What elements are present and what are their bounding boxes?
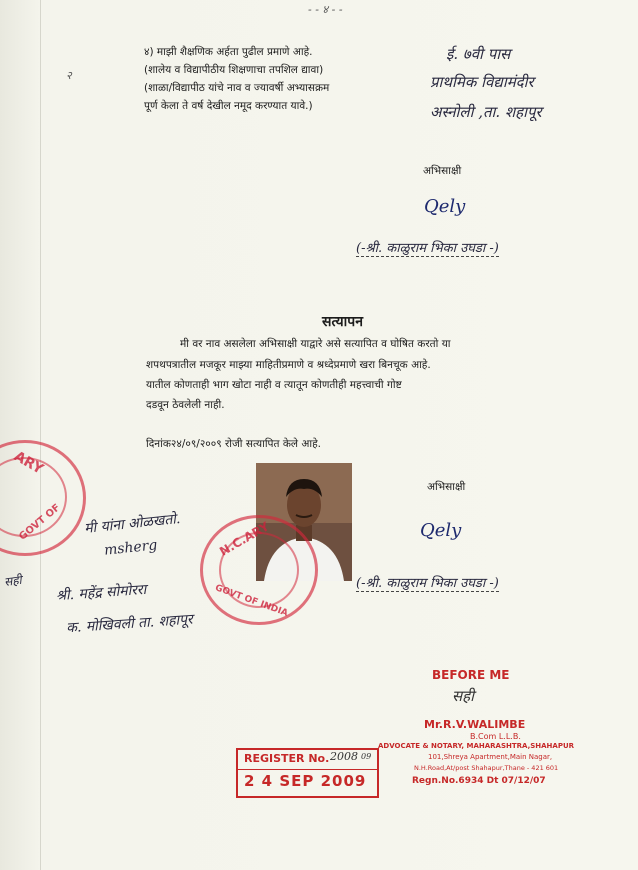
register-suffix: 09 (361, 752, 372, 761)
register-divider (238, 769, 377, 770)
identifier-name: श्री. महेंद्र सोमोररा (55, 581, 147, 605)
register-stamp (236, 748, 379, 798)
register-number: 2008 (330, 750, 358, 763)
verification-line-1: मी वर नाव असलेला अभिसाक्षी याद्वारे असे सत्यापित व घोषित करतो या (180, 338, 451, 350)
notary-address-1: 101,Shreya Apartment,Main Nagar, (428, 753, 553, 761)
margin-mark: २ (66, 69, 72, 82)
education-handwritten-3: अस्नोली ,ता. शहापूर (430, 103, 542, 121)
register-date: 2 4 SEP 2009 (244, 772, 367, 790)
page-top-mark: - - ४ - - (308, 3, 343, 16)
notary-name: Mr.R.V.WALIMBE (424, 718, 526, 731)
deponent-label-1: अभिसाक्षी (423, 165, 462, 177)
item4-line-2: (शालेय व विद्यापीठीय शिक्षणाचा तपशिल द्यावा) (144, 64, 324, 76)
item4-line-4: पूर्ण केला ते वर्ष देखील नमूद करण्यात यावे.) (144, 100, 313, 112)
notary-degree: B.Com L.L.B. (470, 732, 521, 741)
page-margin-line (40, 0, 41, 870)
notary-seal-left-text-top: ARY (11, 448, 46, 478)
notary-seal-center (200, 515, 318, 625)
verification-title: सत्यापन (322, 314, 363, 330)
notary-address-2: N.H.Road,At/post Shahapur,Thane - 421 601 (414, 764, 559, 772)
before-me-label: BEFORE ME (432, 668, 510, 682)
identifier-signature: msherg (103, 537, 159, 559)
deponent-signature-1: Qely (424, 196, 466, 217)
notary-seal-center-text-top: N.C.ARY (217, 519, 272, 559)
identifier-address: क. मोखिवली ता. शहापूर (65, 611, 194, 637)
deponent-label-2: अभिसाक्षी (427, 481, 466, 493)
item4-line-1: ४) माझी शैक्षणिक अर्हता पुढील प्रमाणे आहे. (144, 46, 313, 58)
deponent-name-2: (-श्री. काळुराम भिका उघडा -) (356, 573, 499, 592)
verification-line-2: शपथपत्रातील मजकूर माझ्या माहितीप्रमाणे व श्रध्देप्रमाणे खरा बिनचूक आहे. (146, 359, 431, 371)
verification-line-4: दडवून ठेवलेली नाही. (146, 399, 225, 411)
deponent-signature-2: Qely (420, 520, 462, 541)
identifier-side-sign: सही (3, 572, 23, 590)
notary-seal-left-text-side: GOVT OF (17, 502, 63, 543)
notary-seal-left (0, 440, 86, 556)
verification-date-line: दिनांक२४/०९/२००९ रोजी सत्यापित केले आहे. (146, 438, 321, 450)
notary-signature: सही (452, 687, 474, 705)
verification-line-3: यातील कोणताही भाग खोटा नाही व त्यातून कोणतीही महत्त्वाची गोष्ट (146, 379, 402, 391)
education-handwritten-1: ई. ७वी पास (446, 45, 511, 63)
register-label: REGISTER No. (244, 752, 330, 765)
item4-line-3: (शाळा/विद्यापीठ यांचे नाव व ज्यावर्षी अभ्यासक्रम (144, 82, 330, 94)
notary-title: ADVOCATE & NOTARY, MAHARASHTRA,SHAHAPUR (378, 742, 575, 750)
identifier-line-1: मी यांना ओळखतो. (83, 510, 182, 537)
notary-registration: Regn.No.6934 Dt 07/12/07 (412, 776, 546, 786)
deponent-name-1: (-श्री. काळुराम भिका उघडा -) (356, 238, 499, 257)
education-handwritten-2: प्राथमिक विद्यामंदीर (430, 73, 534, 91)
notary-seal-center-text-bottom: GOVT OF INDIA (213, 583, 290, 619)
